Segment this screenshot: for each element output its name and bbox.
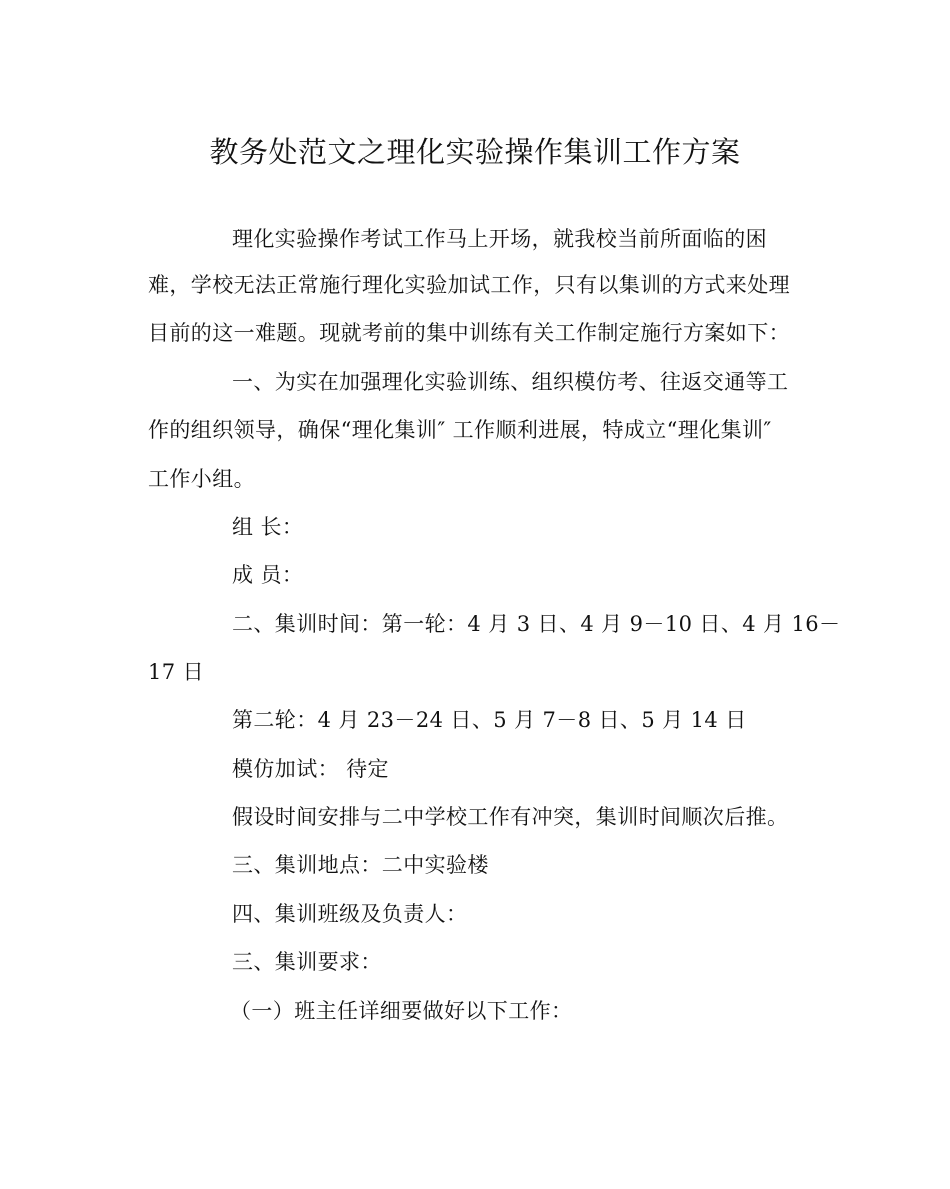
section-heading: 三、集训要求： (232, 950, 382, 974)
paragraph-line: 难，学校无法正常施行理化实验加试工作，只有以集训的方式来处理 (148, 273, 790, 297)
section-heading: 三、集训地点：二中实验楼 (232, 853, 489, 877)
section-heading: 四、集训班级及负责人： (232, 902, 468, 926)
subsection-heading: （一）班主任详细要做好以下工作： (230, 999, 573, 1023)
paragraph-line: 理化实验操作考试工作马上开场，就我校当前所面临的困 (232, 227, 767, 251)
paragraph-line: 模仿加试： 待定 (232, 757, 389, 781)
paragraph-line: 目前的这一难题。现就考前的集中训练有关工作制定施行方案如下： (148, 321, 790, 345)
paragraph-line: 第二轮：4 月 23－24 日、5 月 7－8 日、5 月 14 日 (232, 708, 747, 732)
group-leader-label: 组 长： (232, 515, 304, 539)
paragraph-line: 17 日 (148, 660, 204, 684)
group-members-label: 成 员： (232, 563, 304, 587)
paragraph-line: 作的组织领导，确保“理化集训″ 工作顺利进展，特成立“理化集训″ (148, 418, 772, 442)
paragraph-line: 工作小组。 (148, 467, 255, 491)
paragraph-line: 一、为实在加强理化实验训练、组织模仿考、往返交通等工 (232, 370, 789, 394)
paragraph-line: 二、集训时间：第一轮：4 月 3 日、4 月 9－10 日、4 月 16－ (232, 612, 841, 636)
document-title: 教务处范文之理化实验操作集训工作方案 (209, 135, 741, 169)
paragraph-line: 假设时间安排与二中学校工作有冲突，集训时间顺次后推。 (232, 805, 789, 829)
